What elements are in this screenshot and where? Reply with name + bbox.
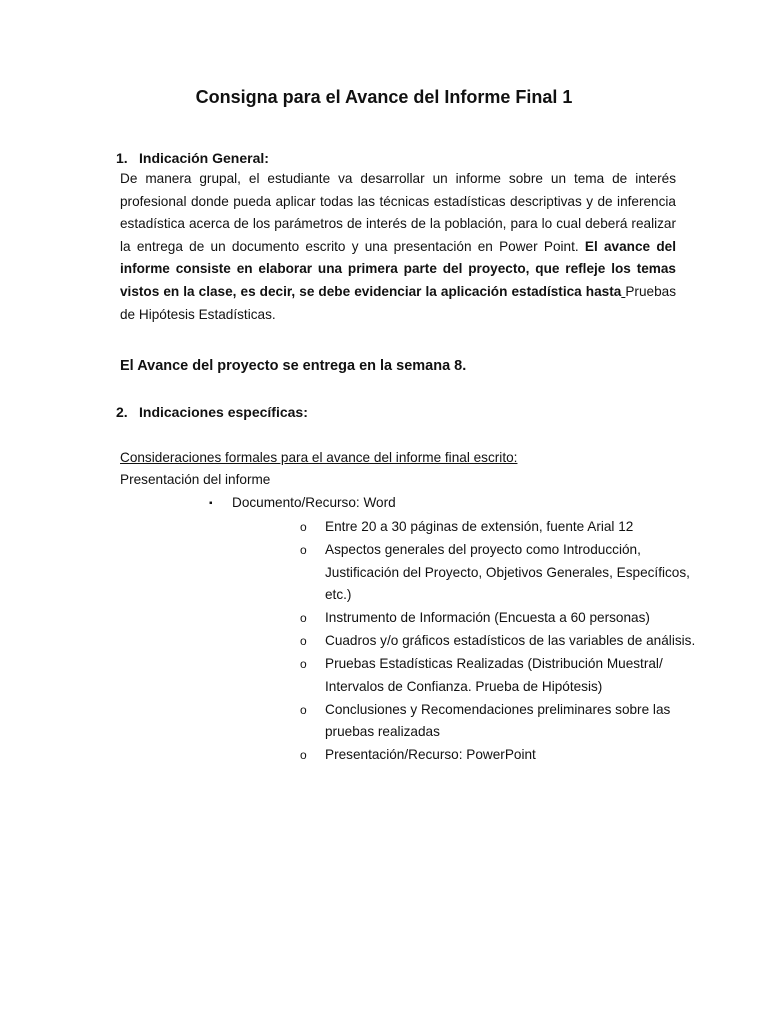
paragraph-end-text: Pruebas de Hipótesis Estadísticas.	[120, 283, 676, 322]
sub-list-item	[300, 607, 700, 630]
section-2-heading	[116, 402, 308, 422]
square-bullet-icon: ▪	[209, 498, 213, 509]
level1-item-text: Documento/Recurso: Word	[232, 495, 396, 510]
sub-list-item-text: Instrumento de Información (Encuesta a 60 personas)	[325, 610, 650, 626]
sub-list-item	[300, 653, 700, 698]
document-title: Consigna para el Avance del Informe Final 1	[195, 87, 573, 107]
sub-list-item	[300, 630, 700, 653]
section-2-number: 2.	[116, 404, 128, 420]
sub-list-item	[300, 516, 700, 539]
section-1-title: Indicación General:	[139, 150, 269, 166]
circle-bullet-icon: o	[300, 657, 307, 672]
level1-list-item	[209, 493, 396, 514]
sub-list-item	[300, 744, 700, 767]
sub-list	[300, 516, 700, 767]
sub-list-item	[300, 699, 700, 744]
sub-list-item-text: Conclusiones y Recomendaciones preliminares sobre las pruebas realizadas	[325, 701, 671, 740]
sub-list-item-text: Presentación/Recurso: PowerPoint	[325, 747, 536, 763]
circle-bullet-icon: o	[300, 634, 307, 649]
circle-bullet-icon: o	[300, 611, 307, 626]
sub-list-item	[300, 539, 700, 607]
formal-considerations: Consideraciones formales para el avance del informe final escrito:	[120, 450, 518, 465]
circle-bullet-icon: o	[300, 748, 307, 763]
paragraph-normal-text: De manera grupal, el estudiante va desarrollar un informe sobre un tema de interés profesional donde pueda aplicar todas las técnicas estadísticas descriptivas y de inferencia estadística acerca de los parámetros de interés de la población, para lo cual deberá realizar la entrega de un documento escrito y una presentación en Power Point.	[120, 171, 676, 254]
sub-list-item-text: Aspectos generales del proyecto como Introducción, Justificación del Proyecto, Objetivos Generales, Específicos, etc.)	[325, 541, 690, 603]
sub-list-item-text: Entre 20 a 30 páginas de extensión, fuente Arial 12	[325, 519, 634, 534]
paragraph-bold-text: El avance del informe consiste en elaborar una primera parte del proyecto, que refleje los temas vistos en la clase, es decir, se debe evidenciar la aplicación estadística hasta	[120, 238, 676, 299]
sub-list-item-text: Cuadros y/o gráficos estadísticos de las variables de análisis.	[325, 633, 696, 649]
delivery-note: El Avance del proyecto se entrega en la semana 8.	[120, 358, 467, 374]
presentation-label: Presentación del informe	[120, 472, 271, 487]
section-2-title: Indicaciones específicas:	[139, 404, 308, 420]
circle-bullet-icon: o	[300, 520, 307, 534]
circle-bullet-icon: o	[300, 702, 307, 717]
section-1-heading	[116, 148, 269, 168]
section-1-paragraph	[120, 168, 676, 326]
sub-list-item-text: Pruebas Estadísticas Realizadas (Distribución Muestral/ Intervalos de Confianza. Prueba de Hipótesis)	[325, 656, 663, 694]
circle-bullet-icon: o	[300, 542, 307, 557]
section-1-number: 1.	[116, 150, 128, 166]
